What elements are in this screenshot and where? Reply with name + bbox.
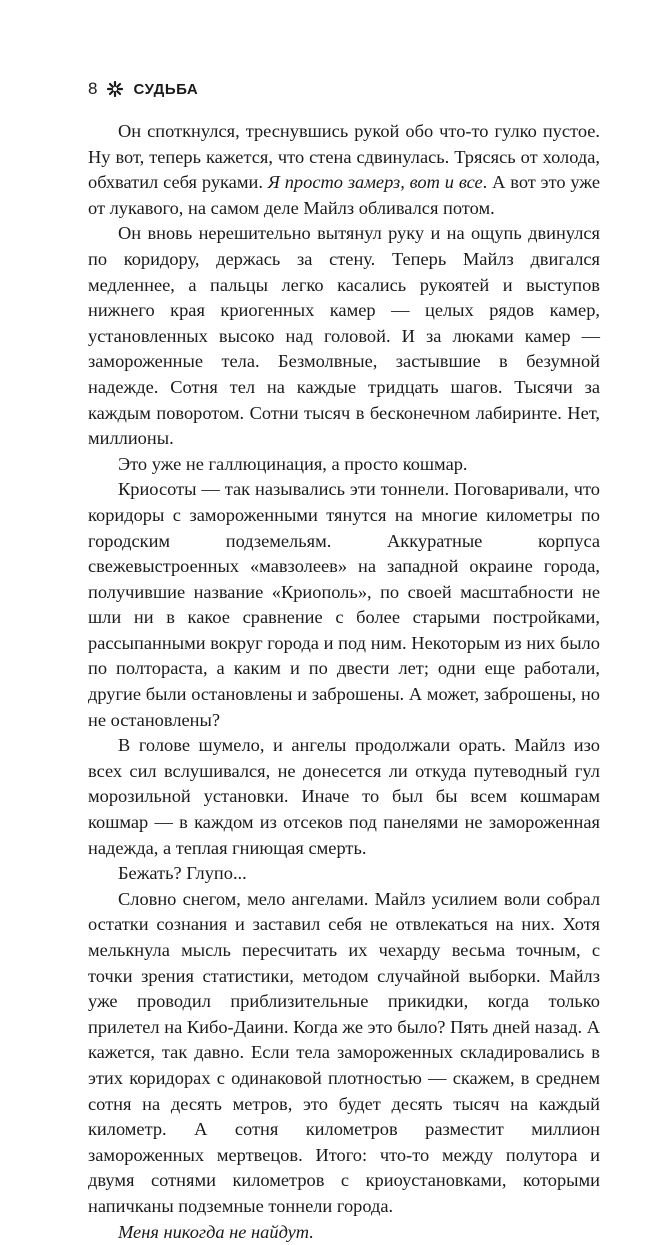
running-head (88, 77, 198, 101)
italic-phrase: Я просто замерз, вот и все (267, 172, 483, 193)
section-title: СУДЬБА (133, 80, 199, 98)
page-number: 8 (88, 79, 98, 98)
paragraph-8: Меня никогда не найдут. (118, 1221, 314, 1242)
paragraph-5: В голове шумело, и ангелы продолжали орать. Майлз изо всех сил вслушивался, не донесется ли откуда путеводный гул морозильной установки. Иначе то был бы всем кошмарам кошмар — в каждом из отсеков под панелями не замороженная надежда, а теплая гниющая смерть. (88, 735, 600, 858)
paragraph-7: Словно снегом, мело ангелами. Майлз усилием воли собрал остатки сознания и заставил себя не отвлекаться на них. Хотя мелькнула мысль пересчитать их чехарду весьма точным, с точки зрения статистики, методом случайной выборки. Майлз уже проводил приблизительные прикидки, когда только прилетел на Кибо-Даини. Когда же это было? Пять дней назад. А кажется, так давно. Если тела замороженных складировались в этих коридорах с одинаковой плотностью — скажем, в среднем сотня на десять метров, это будет десять тысяч на каждый километр. А сотня километров разместит миллион замороженных мертвецов. Итого: что-то между полутора и двумя сотнями километров с криоустановками, которыми напичканы подземные тоннели города. (88, 888, 600, 1216)
star-ornament-icon (107, 81, 123, 97)
paragraph-2: Он вновь нерешительно вытянул руку и на ощупь двинулся по коридору, держась за стену. Теперь Майлз двигался медленнее, а пальцы легко касались рукоятей и выступов нижнего края криогенных камер — целых рядов камер, установленных высоко над головой. И за люками камер — замороженные тела. Безмолвные, застывшие в безумной надежде. Сотня тел на каждые тридцать шагов. Тысячи за каждым поворотом. Сотни тысяч в бесконечном лабиринте. Нет, миллионы. (88, 223, 600, 449)
paragraph-text: . А вот это уже от лукавого, на самом деле Майлз обливался потом. (88, 172, 601, 218)
paragraph-1 (88, 119, 600, 221)
paragraph-3: Это уже не галлюцинация, а просто кошмар. (118, 453, 468, 474)
paragraph-text: Он споткнулся, треснувшись рукой обо что-то гулко пустое. Ну вот, теперь кажется, что стена сдвинулась. Трясясь от холода, обхватил себя руками. (88, 121, 600, 193)
paragraph-6: Бежать? Глупо... (118, 863, 247, 884)
paragraph-4: Криосоты — так назывались эти тоннели. Поговаривали, что коридоры с замороженными тянутся на многие километры по городским подземельям. Аккуратные корпуса свежевыстроенных «мавзолеев» на западной окраине города, получившие название «Криополь», по своей масштабности не шли ни в какое сравнение с более старыми постройками, рассыпанными вокруг города и под ним. Некоторым из них было по полтораста, а каким и по двести лет; одни еще работали, другие были остановлены и заброшены. А может, заброшены, но не остановлены? (88, 479, 600, 730)
body-text (88, 119, 600, 1245)
